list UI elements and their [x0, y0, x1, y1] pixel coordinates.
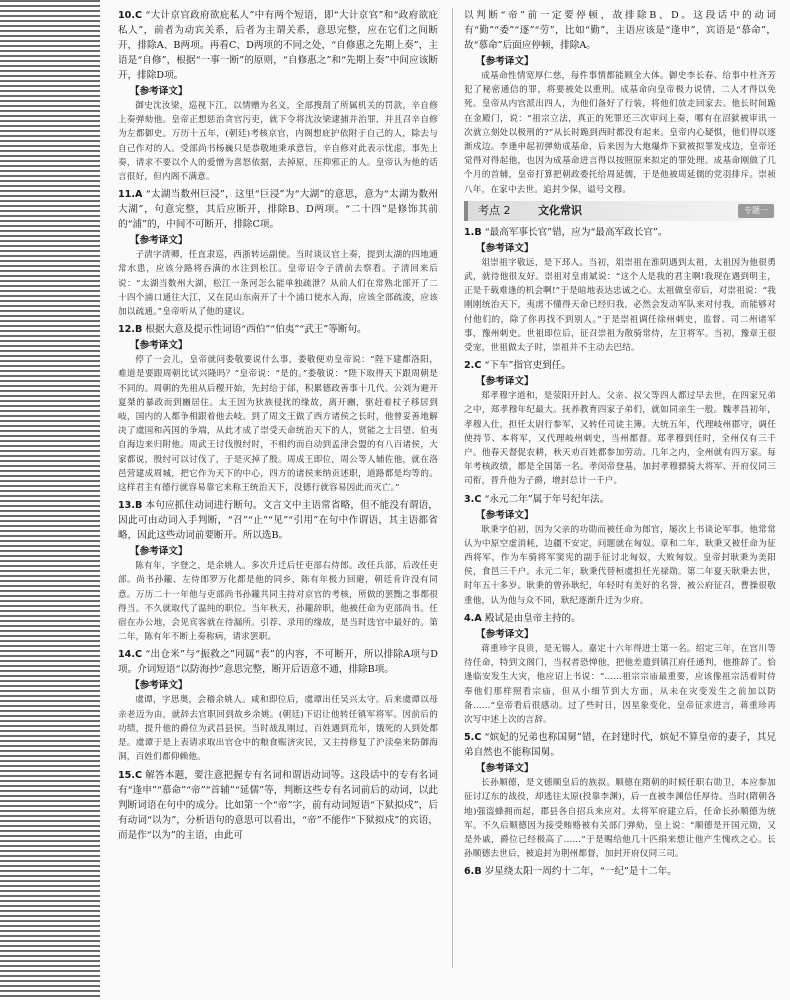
reference-translation-label: 【 参考译文 】 [476, 374, 776, 389]
answer-text [118, 187, 438, 232]
question-number: 6.B [464, 866, 482, 878]
answer-item [464, 358, 776, 488]
answer-item [464, 225, 776, 355]
answer-item [118, 768, 438, 843]
question-number: 2.C [464, 360, 482, 372]
answer-text [464, 864, 776, 879]
reference-translation-label: 【 参考译文 】 [476, 761, 776, 776]
explanation: “出仓米”与“振救之”同属“表”的内容，不可断开，所以排除A项与D项。介词短语“以防海抄”意思完整，断开后语意不通，排除B项。 [118, 649, 438, 676]
translation-text: 长孙顺德，是文德顺皇后的族叔。顺德在隋朝的时候任职右勋卫，本应参加征讨辽东的战役，却逃往太原(投靠李渊)，后一直被李渊信任厚待。当时(隋朝各地)强盗蜂拥而起，郡县各自招兵来应对。太将军府建立后，任命长孙顺德为统军。不久后顺德因为接受贿赂被有关部门弹劾，皇上说：“顺德是开国元勋，又是外戚，爵位已经极高了……”于是赐给他几十匹绢来想让他产生愧疚之心。长孙顺德去世后，被追封为荆州都督，加封开府仪同三司。 [464, 778, 776, 860]
answer-text [464, 730, 776, 760]
translation-text: 陈有年，字登之，是余姚人。多次升迁后任吏部右侍郎。改任兵部，后改任吏部。尚书孙鑨、左侍郎罗万化都是他的同乡，陈有年极力回避，朝廷肯许没有同意。万历二十一年他与吏部尚书孙鑨共同主持对京官的考核，所做的罢黜之事都很得当。不久就取代了温纯的职位。当年秋天，孙鑨辞职，他被任命为吏部尚书。任宿在办公地，会见宾客就在待漏所。引荐、录用的缘故，是当时选官中最好的。第二年，陈有年不断上奏称病，请求罢职。 [118, 561, 438, 643]
answer-page [100, 0, 790, 1000]
question-number: 14.C [118, 649, 143, 661]
reference-translation-label: 【 参考译文 】 [476, 627, 776, 642]
translation-text: 耿秉字伯初，因为父亲的功勋而被任命为郎官，屡次上书谈论军事。他常常认为中原空虚消耗，边疆不安定，问题就在匈奴。章和二年，耿秉又被任命为征西将军，作为车骑将军窦宪的副手征讨北匈奴，大败匈奴。皇帝封耿秉为美阳侯，食邑三千户。永元二年，耿秉代替桓虞担任光禄勋。第二年夏天耿秉去世，时年五十多岁。耿秉的曾孙耿纪，年轻时有美好的名誉，被公府征召，曹操很敬重他，认为他与众不同，耿纪逐渐升迁为少府。 [464, 524, 776, 606]
continued-answer [464, 8, 776, 197]
reference-translation-label: 【 参考译文 】 [130, 84, 438, 99]
answer-item [118, 498, 438, 644]
answer-text [118, 498, 438, 543]
answer-text [118, 768, 438, 843]
translation-text: 停了一会儿，皇帝就问娄敬要说什么事，娄敬便劝皇帝说：“陛下建都洛阳，难道是要跟周朝比试兴隆吗？”皇帝说：“是的。”娄敬说：“陛下取得天下跟周朝是不同的。周朝的先祖从后稷开始，先封给于邰，积累德政善事十几代。公刘为避开夏桀的暴政而到豳居住。太王因为狄族侵扰的缘故，离开豳，驱赶着杖子移居到岐，国内的人都争相跟着他去岐。到了周文王做了西方诸侯之长时，他曾妥善地解决了虞国和芮国的争端，从此才成了崇受天命统治天下的人，贤能之士吕望、伯夷自海边来归附他。周武王讨伐殷纣时，不相约而自动到孟津会盟的有八百诸侯，大家都说，殷纣可以讨伐了，于是灭掉了殷。周成王即位，周公等人辅佐他，就在洛邑营建成周城，把它作为天下的中心，四方的诸侯来纳贡述职，道路都是均等的。这样君主有德行就容易靠它来称王统治天下，没德行就容易因此而灭亡。” [118, 355, 438, 494]
column-divider [452, 8, 453, 968]
translation-text: 俎崇祖字敬远，是下邳人。当初，俎崇祖在淮阴遇到太祖，太祖因为他很勇武，就待他很友好。崇祖对皇甫斌说：“这个人是我的君主啊!我现在遇到明主，正是千载难逢的机会啊!”于是暗地表达忠诚之心。太祖做皇帝后，对崇祖说：“我刚刚统治天下，夷虏不懂得天命已经归我，必然会发动军队来对付我，而能够对付他们的，除了你再找不到别人。”于是崇祖调任徐州刺史，监督、司二州诸军事，豫州刺史。世祖即位后，征召崇祖为散骑常侍，左卫将军。当初，豫章王很受宠，世祖做太子时，崇祖并不主动去巴结。 [464, 257, 776, 354]
reference-translation-label: 【 参考译文 】 [476, 241, 776, 256]
question-number: 13.B [118, 500, 143, 512]
explanation: “太湖当数州巨浸”，这里“巨浸”为“大湖”的意思，意为“太湖为数州大湖”，句意完整，其后应断开，排除B、D两项。“二十四”是修饰其前的“浦”的，中间不可断开，排除C项。 [118, 189, 438, 231]
answer-item [118, 187, 438, 319]
explanation: “最高军事长官”错，应为“最高军政长官”。 [484, 226, 668, 238]
question-number: 4.A [464, 612, 482, 624]
explanation: “嫔妃的兄弟也称国舅”错，在封建时代，嫔妃不算皇帝的妻子，其兄弟自然也不能称国舅。 [464, 732, 776, 759]
explanation: “下车”指官吏到任。 [484, 360, 571, 372]
answer-text [464, 611, 776, 626]
explanation: 解答本题，要注意把握专有名词和谓语动词等。这段话中的专有名词有“逢申”“慕命”“帝”“首辅”“延儒”等，判断这些专有名词前后的动词，以此判断词语在句中的成分。比如第一个“帝”字，前有动词短语“下狱拟戍”，后有动词“以为”，分析语句的意思可以看出，“帝”不能作“下狱拟戍”的宾语，而是作“以为”的主语，由此可 [118, 769, 439, 841]
answer-item [464, 864, 776, 879]
reference-translation-label: 【 参考译文 】 [130, 678, 438, 693]
answer-text [118, 647, 438, 677]
question-number: 12.B [118, 324, 143, 336]
translation-text: 成基命性情宽厚仁慈，每件事情都能顾全大体。御史李长春、给事中杜齐芳犯了秘密通信的罪，将要被处以重刑。成基命向皇帝极力说情，二人才得以免死。皇帝从内宫派出四人，为他们备好了行装，将他们放走回家去。他长时间跪在金殿门，说：“祖宗立法，真正的死罪还三次审问上奏，哪有在沼狱被审讯一次就立刻处以极刑的?”从长时跪到西时都没有起来。皇帝内心疑惧，他们得以逐渐戍边。李逢申起初弹劾成基命，后来因为大炮爆炸下狱被拟罪发戍边，皇帝还觉得对得起他，也因为成基命进言得以按照原来拟定的罪处理。成基命刚做了几个月的首辅，皇帝打算把朝政委托给周延儒，于是他被周延儒的党羽排斥。崇祯八年，在家中去世。追封少保，谥号文穆。 [464, 71, 776, 195]
translation-text: 御史沈汝梁，巡视下江，以情赠为名义，全部搜刮了所属机关的罚款，辛自修上奏弹劾他。皇帝正想惩治贪官污吏，就下令将沈汝梁逮捕并治罪，并且召辛自修为左都御史。万历十五年，(朝廷)考核京官，内阁想庇护依附于自己的人，除去与自己作对的人。受部尚书杨巍只是恭敬地秉承意旨，辛自修对此表示忧虑，事先上奏，请求不要以个人的爱憎为喜怒依据，去掉原，压抑邪正的人。皇帝认为他的话言很好，但内阁不满意。 [118, 101, 438, 183]
answer-item [118, 322, 438, 495]
binding-margin [0, 0, 100, 1000]
question-number: 3.C [464, 493, 482, 505]
right-answers [464, 225, 776, 880]
topic-tag: 专题一 [738, 204, 774, 218]
section-label: 考点 2 [478, 203, 511, 217]
answer-text [464, 492, 776, 507]
translation-text: 蒋重珍字良贵，是无锡人。嘉定十六年得进士第一名。绍定三年，在宫川等待任命，特到文阁门，当权者恐惮他，把他差遣到镇江府任通判，他推辞了。恰逢临安发生大灾，他应诏上书说：“……祖宗宗庙最重要，应该像祖宗活着时侍奉他们那样照看宗庙，但从小细节到大方面，从未在灾变发生之前加以防备……”皇帝看后很感动。过了些时日，因星象变化，皇帝征求进言，蒋重珍再次写中述上次的言辞。 [464, 643, 776, 725]
explanation: 根据大意及提示性词语“西伯”“伯夷”“武王”等断句。 [145, 324, 367, 336]
left-column [118, 8, 438, 844]
question-number: 1.B [464, 226, 482, 238]
explanation: “永元二年”属于年号纪年法。 [484, 493, 610, 505]
reference-translation-label: 【 参考译文 】 [476, 54, 776, 69]
explanation: “大计京官政府欲庇私人”中有两个短语，即“大计京官”和“政府欲庇私人”，前者为动宾关系，后者为主谓关系，意思完整，应在它们之间断开，排除A、B两项。再看C、D两项的不同之处，“自修惠之先期上奏”，主语是“自修”，根据“一事一断”的原则，“自修惠之”和“先期上奏”中间应该断开，排除D项。 [118, 10, 438, 81]
answer-item [464, 492, 776, 608]
question-number: 10.C [118, 10, 143, 21]
answer-text [118, 322, 438, 337]
reference-translation-label: 【 参考译文 】 [130, 544, 438, 559]
explanation: 本句应抓住动词进行断句。文言文中主语常省略，但不能没有谓语，因此可由动词入手判断，“召”“止”“见”“引用”在句中作谓语，其主语都省略，因此这些动词前要断开。所以选B。 [118, 500, 438, 542]
question-number: 5.C [464, 732, 482, 744]
reference-translation-label: 【 参考译文 】 [476, 508, 776, 523]
translation-text: 虞谭，字思奥，会稽余姚人。咸和即位后，虞谭出任吴兴太守。后来虞谭以母亲老迈为由，就辞去官职回到故乡余姚。(朝廷)下诏让他转任镇军将军。因前后的功绩，提升他的爵位为武昌县侯。当时战乱刚过，百姓遇到荒年，饿死的人到处都是。虞谭于是上表请求取出官仓中的粮食赈济灾民，又主持修复了沪渎垒来防御海洞，百姓们都仰赖他。 [118, 695, 438, 763]
answer-item [118, 8, 438, 184]
answer-item [118, 647, 438, 764]
answer-text [118, 8, 438, 83]
answer-item [464, 611, 776, 727]
translation-text: 郑孝穆字道和，是荥阳开封人。父亲、叔父等四人都过早去世，在四家兄弟之中，郑孝穆年纪最大。抚养教育四家子弟们，就如同亲生一般。魏孝昌初年，孝穆入仕，担任太尉行参军，又转任司徒主簿。大统五年，代理岐州郡守，调任使持节、本将军，又代理岐州刺史，当州都督。郑孝穆到任时，全州仅有三千户。他春天督促农耕，秋天劝百姓都参加劳动。几年之内，全州就有四万家。每年考核政绩，都是全国第一名。孝闵帝登基，加封孝穆骠骑大将军、开府仪同三司衔，晋升他为子爵，增封总计一千户。 [464, 391, 776, 487]
right-column [464, 8, 776, 880]
question-number: 15.C [118, 769, 143, 781]
answer-text [464, 358, 776, 373]
translation-text: 子清字清卿，任直隶巡，西浙转运副使。当时谈议官上奏，提到太湖的四地通常水患，应该分路将吞满的水注到松江。皇帝诏令子清前去察看。子清回来后说：“太湖当数州大湖，松江一条河怎么能单独疏泄？从前人们在常熟北部开了二十四个浦口通往大江，又在昆山东南开了十个浦口使水入海，应该全部疏浚，应该加以疏通。”皇帝听从了他的建议。 [118, 250, 438, 318]
question-number: 11.A [118, 189, 143, 201]
explanation: 岁星绕太阳一周约十二年，“一纪”是十二年。 [484, 866, 677, 878]
answer-text [464, 225, 776, 240]
section-title: 文化常识 [538, 203, 582, 217]
answer-item [464, 730, 776, 861]
reference-translation-label: 【 参考译文 】 [130, 233, 438, 248]
explanation: 殿试是由皇帝主持的。 [484, 612, 581, 624]
section-header [464, 201, 776, 221]
answer-text: 以判断“帝”前一定要停顿，故排除B、D。这段话中的动词有“勤”“委”“逐”“劳”，比如“勤”，主语应该是“逢申”，宾语是“慕命”，故“慕命”后面应停顿，排除A。 [464, 10, 776, 51]
reference-translation-label: 【 参考译文 】 [130, 338, 438, 353]
